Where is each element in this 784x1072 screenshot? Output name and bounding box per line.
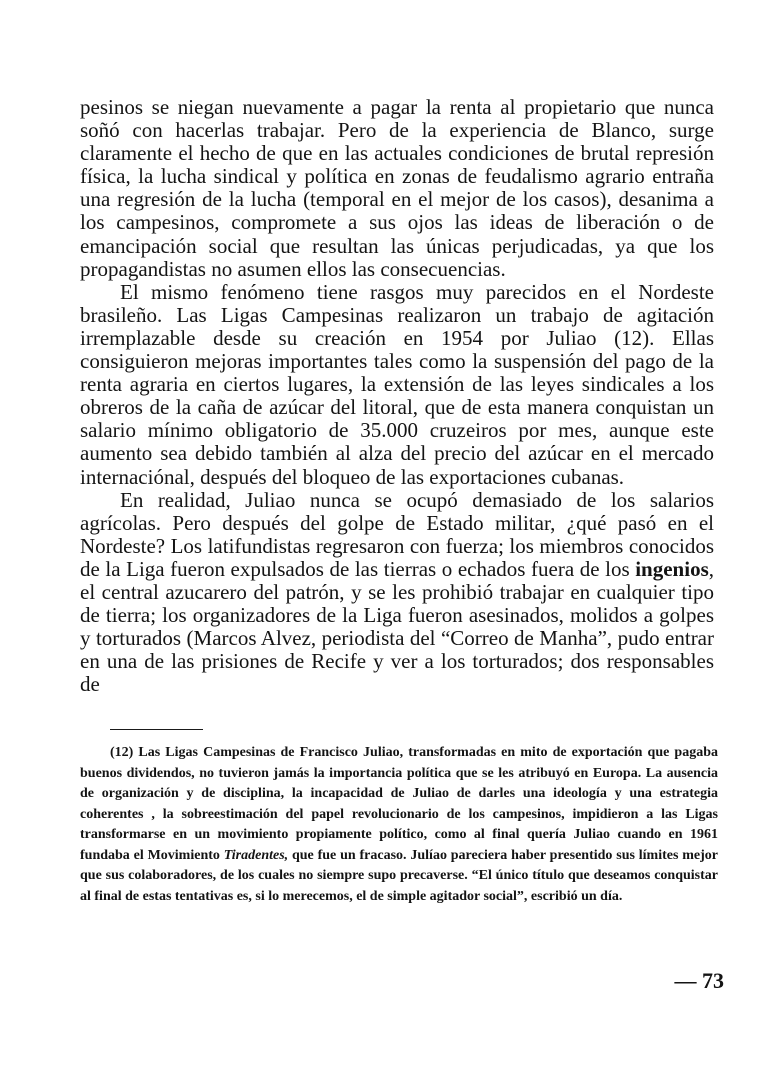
paragraph-2: El mismo fenómeno tiene rasgos muy parecidos en el Nordeste brasileño. Las Ligas Campesinas realizaron un trabajo de agitación irremplazable desde su creación en 1954 por Juliao (12). Ellas consiguieron mejoras importantes tales como la suspensión del pago de la renta agraria en ciertos lugares, la extensión de las leyes sindicales a los obreros de la caña de azúcar del litoral, que de esta manera conquistan un salario mínimo obligatorio de 35.000 cruzeiros por mes, aunque este aumento sea debido también al alza del precio del azúcar en el mercado internaciónal, después del bloqueo de las exportaciones cubanas. (80, 279, 714, 489)
paragraph-3 (80, 489, 714, 697)
main-text (80, 96, 714, 696)
paragraph-3-text-a: En realidad, Juliao nunca se ocupó demasiado de los salarios agrícolas. Pero después del golpe de Estado militar, ¿qué pasó en el Nordeste? Los latifundistas regresaron con fuerza; los miembros conocidos de la Liga fueron expulsados de las tierras o echados fuera de los (80, 487, 714, 581)
footnote-text-b: que fue un fracaso. Julíao pareciera haber presentido sus límites mejor que sus colaboradores, de los cuales no siempre supo precaverse. “El único título que deseamos conquistar al final de estas tentativas es, si lo merecemos, el de simple agitador social”, escribió un día. (80, 847, 719, 904)
paragraph-1: pesinos se niegan nuevamente a pagar la renta al propietario que nunca soñó con hacerlas trabajar. Pero de la experiencia de Blanco, surge claramente el hecho de que en las actuales condiciones de brutal represión física, la lucha sindical y política en zonas de feudalismo agrario entraña una regresión de la lucha (temporal en el mejor de los casos), desanima a los campesinos, compromete a sus ojos las ideas de liberación o de emancipación social que resultan las únicas perjudicadas, ya que los propagandistas no asumen ellos las consecuencias. (80, 95, 714, 281)
footnote-separator (110, 729, 203, 730)
footnote-text-a: (12) Las Ligas Campesinas de Francisco Juliao, transformadas en mito de exportación que pagaba buenos dividendos, no tuvieron jamás la importancia política que se les atribuyó en Europa. La ausencia de organización y de disciplina, la incapacidad de Juliao de darles una ideología y una estrategia coherentes , la sobreestimación del papel revolucionario de los campesinos, impidieron a las Ligas transformarse en un movimiento propiamente político, como al final quería Juliao cuando en 1961 fundaba el Movimiento (80, 745, 718, 863)
footnote-12 (80, 743, 718, 907)
paragraph-3-text-b: , el central azucarero del patrón, y se les prohibió trabajar en cualquier tipo de tierra; los organizadores de la Liga fueron asesinados, molidos a golpes y torturados (Marcos Alvez, periodista del “Correo de Manha”, pudo entrar en una de las prisiones de Recife y ver a los torturados; dos responsables de (80, 556, 714, 697)
page-number: — 73 (674, 968, 724, 993)
footnote-italic-term: Tiradentes, (223, 847, 289, 863)
paragraph-3-bold-term: ingenios (635, 556, 709, 581)
